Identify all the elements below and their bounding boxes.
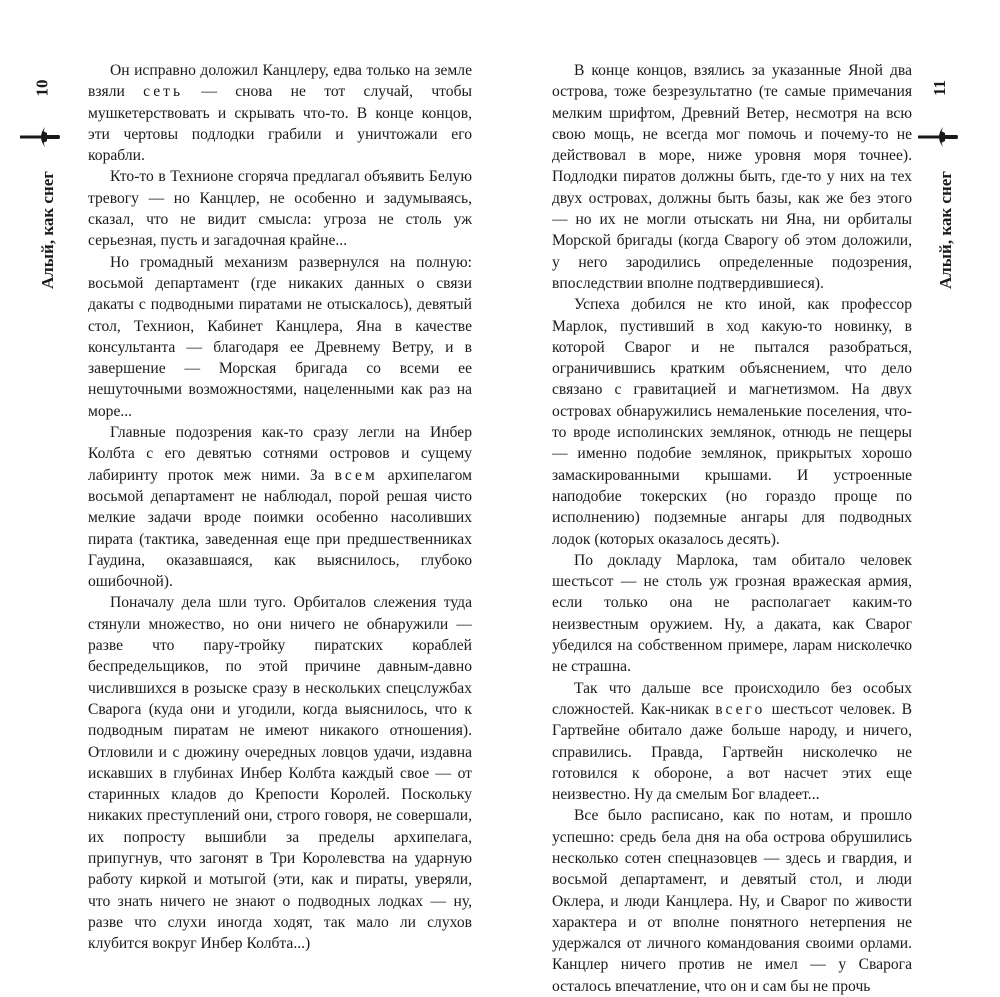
paragraph: Главные подозрения как-то сразу легли на Инбер Колбта с его девятью сотнями островов и сущему лабиринту проток меж ними. За всем архипелагом восьмой департамент не наблюдал, порой решая чисто мелкие задачи вроде поимки особенно насоливших пирата (тактика, заведенная еще при предшественниках Гаудина, оказавшаяся, как выяснилось, глубоко ошибочной).: [88, 424, 473, 591]
body-text: [552, 60, 912, 997]
left-page: [0, 0, 500, 953]
running-head: Алый, как снег: [38, 170, 57, 290]
paragraph: Кто-то в Технионе сгоряча предлагал объявить Белую тревогу — но Канцлер, не особенно и задумываясь, сказал, что не видит смысла: угроза не столь уж серьезная, пусть и загадочная крайне...: [88, 168, 472, 250]
running-head: Алый, как снег: [936, 170, 955, 290]
paragraph: Успеха добился не кто иной, как профессор Марлок, пустивший в ход какую-то новинку, в которой Сварог и не пытался разобраться, ограничившись кратким объяснением, что дело связано с гравитацией и магнетизмом. На двух островах обнаружились немаленькие поселения, что-то вроде исполинских землянок, отнюдь не пещеры — именно подобие землянок, прикрытых хорошо замаскированными крышами. И устроенные наподобие токерских (но гораздо проще по исполнению) подземные ангары для подводных лодок (которых оказалось десять).: [552, 296, 912, 548]
paragraph: Все было расписано, как по нотам, и прошло успешно: средь бела дня на оба острова обрушились несколько сотен спецназовцев — здесь и гвардия, и восьмой департамент, и девятый стол, и люди Оклера, и люди Канцлера. Ну, и Сварог по живости характера и от вполне понятного нетерпения не удержался от личного командования своими орлами. Канцлер ничего против не имел — у Сварога осталось впечатление, что он и сам бы не прочь: [552, 807, 912, 995]
dagger-ornament-icon: [20, 104, 60, 170]
paragraph: Так что дальше все происходило без особых сложностей. Как-никак всего шестьсот человек. В Гартвейне обитало даже больше народу, и ничего, справились. Правда, Гартвейн нисколечко не готовился к обороне, а вот насчет этих еще неизвестно. Ну да смелым Бог владеет...: [552, 679, 912, 804]
page-number: 11: [930, 79, 950, 97]
dagger-ornament-icon: [918, 104, 958, 170]
paragraph: Он исправно доложил Канцлеру, едва только на земле взяли сеть — снова не тот случай, чтобы мушкетерствовать и скрывать что-то. В конце концов, эти чертовы подлодки грабили и уничтожали его корабли.: [88, 62, 472, 165]
paragraph: Поначалу дела шли туго. Орбиталов слежения туда стянули множество, но они ничего не обнаружили — разве что пару-тройку пиратских кораблей беспредельщиков, по этой причине давным-давно числившихся в розыске сразу в нескольких спецслужбах Сварога (куда они и угодили, когда выяснилось, что к подводным пиратам не имеют никакого отношения). Отловили и с дюжину очередных ловцов удачи, издавна искавших в глубинах Инбер Колбта каждый свое — от старинных кладов до Крепости Королей. Поскольку никаких преступлений они, строго говоря, не совершали, их попросту вышибли за пределы архипелага, припугнув, что загонят в Три Королевства на ударную работу киркой и мотыгой (эти, как и пираты, уверяли, что знать ничего не знают о подводных лодках — ну, разве что слухи иногда ходят, так мало ли слухов клубится вокруг Инбер Колбта...): [88, 594, 472, 953]
page-number: 10: [32, 79, 52, 97]
right-page: [500, 0, 1000, 995]
paragraph: Но громадный механизм развернулся на полную: восьмой департамент (где никаких данных о связи дакаты с подводными пиратами не отыскалось), девятый стол, Технион, Кабинет Канцлера, Яна в качестве консультанта — благодаря ее Древнему Ветру, и в завершение — Морская бригада со всеми ее нешуточными возможностями, нацеленными как раз на море...: [88, 253, 472, 420]
body-text: [88, 60, 472, 954]
paragraph: По докладу Марлока, там обитало человек шестьсот — не столь уж грозная вражеская армия, если только она не располагает каким-то неизвестным оружием. Ну, а даката, как Сварог убедился на собственном примере, ларам нисколечко не страшна.: [552, 551, 912, 676]
paragraph: В конце концов, взялись за указанные Яной два острова, тоже безрезультатно (те самые примечания мелким шрифтом, Древний Ветер, несмотря на всю свою мощь, не всегда мог помочь и почему-то не действовал в море, ниже уровня моря точнее). Подлодки пиратов должны быть, где-то у них на тех двух островах, должны быть базы, как же без этого — но их не могли отыскать ни Яна, ни орбиталы Морской бригады (когда Сварогу об этом доложили, у него зародились определенные подозрения, впоследствии вполне подтвердившиеся).: [552, 62, 912, 292]
